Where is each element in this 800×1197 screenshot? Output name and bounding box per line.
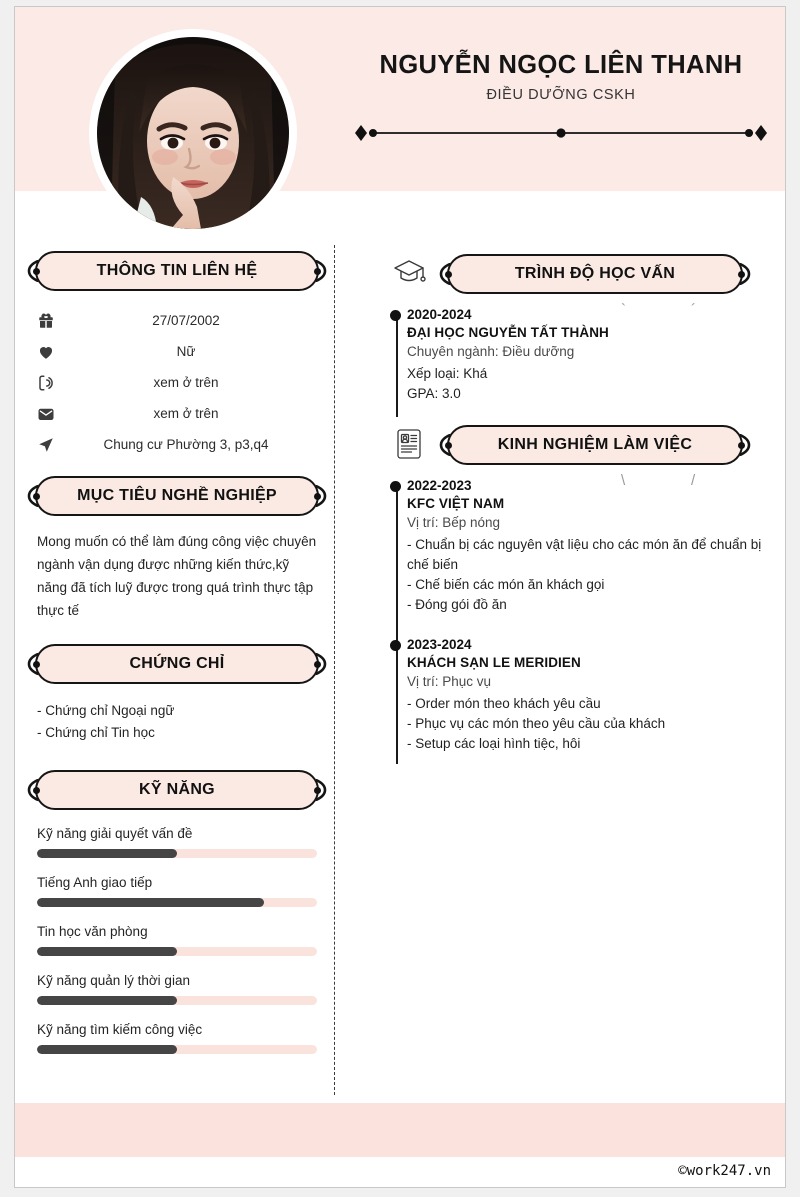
skill-label: Tiếng Anh giao tiếp bbox=[37, 875, 153, 890]
objective-text: Mong muốn có thể làm đúng công việc chuyên ngành vận dụng được những kiến thức,kỹ năng đã tích luỹ được trong quá trình thực tập thực tế bbox=[37, 534, 317, 618]
skill-label: Kỹ năng giải quyết vấn đề bbox=[37, 826, 193, 841]
job-title: ĐIỀU DƯỠNG CSKH bbox=[486, 87, 636, 103]
header-text bbox=[345, 51, 777, 103]
skill-bar-fill bbox=[37, 1045, 177, 1054]
timeline-line bbox=[396, 486, 398, 764]
skill-list bbox=[37, 826, 317, 1054]
education-timeline bbox=[371, 301, 775, 404]
entry-detail: - Setup các loại hình tiệc, hôi bbox=[407, 736, 581, 751]
entry-detail: - Chuẩn bị các nguyên vật liệu cho các món ăn để chuẩn bị chế biến bbox=[407, 537, 762, 572]
contact-row-birthday bbox=[27, 305, 327, 336]
skill-label: Tin học văn phòng bbox=[37, 924, 148, 939]
section-header-education bbox=[371, 251, 775, 297]
section-title: THÔNG TIN LIÊN HỆ bbox=[96, 262, 258, 279]
entry-detail: - Order món theo khách yêu cầu bbox=[407, 696, 601, 711]
skill-bar-fill bbox=[37, 898, 264, 907]
entry-organization: ĐẠI HỌC NGUYỄN TẤT THÀNH bbox=[407, 325, 609, 340]
section-title: TRÌNH ĐỘ HỌC VẤN bbox=[514, 265, 676, 282]
left-column bbox=[27, 251, 327, 1071]
section-header-experience bbox=[371, 422, 775, 468]
skill-bar-fill bbox=[37, 947, 177, 956]
skill-item bbox=[37, 973, 317, 1005]
timeline-bullet bbox=[390, 640, 401, 651]
graduation-cap-icon bbox=[391, 255, 427, 291]
skill-item bbox=[37, 924, 317, 956]
pill-dot-left bbox=[445, 442, 452, 449]
pill-dot-right bbox=[738, 442, 745, 449]
section-header-skills bbox=[27, 770, 327, 810]
contact-value: 27/07/2002 bbox=[152, 313, 220, 328]
skill-bar-track bbox=[37, 996, 317, 1005]
contact-value: Nữ bbox=[176, 344, 196, 359]
entry-years: 2023-2024 bbox=[407, 637, 472, 652]
skill-label: Kỹ năng quản lý thời gian bbox=[37, 973, 190, 988]
education-entry bbox=[407, 307, 775, 404]
entry-detail: Xếp loại: Khá bbox=[407, 366, 488, 381]
entry-detail: - Chế biến các món ăn khách gọi bbox=[407, 577, 605, 592]
pill-dot-right bbox=[314, 661, 321, 668]
pill-dot-left bbox=[33, 787, 40, 794]
contact-row-address bbox=[27, 429, 327, 460]
section-title: MỤC TIÊU NGHỀ NGHIỆP bbox=[77, 487, 277, 504]
location-icon bbox=[27, 436, 67, 454]
contact-row-phone bbox=[27, 367, 327, 398]
page-title: NGUYỄN NGỌC LIÊN THANH bbox=[379, 51, 743, 79]
resume-document-icon bbox=[391, 426, 427, 462]
gift-icon bbox=[27, 312, 67, 330]
skill-bar-track bbox=[37, 898, 317, 907]
watermark-credit: ©work247.vn bbox=[678, 1163, 771, 1179]
skill-item bbox=[37, 826, 317, 858]
entry-years: 2022-2023 bbox=[407, 478, 472, 493]
skill-item bbox=[37, 1022, 317, 1054]
footer-band bbox=[15, 1103, 786, 1157]
list-item: - Chứng chỉ Tin học bbox=[37, 725, 155, 740]
right-column bbox=[371, 251, 775, 772]
experience-entry bbox=[407, 478, 775, 615]
section-header-certificates bbox=[27, 644, 327, 684]
entry-subtitle: Chuyên ngành: Điều dưỡng bbox=[407, 344, 575, 359]
heart-icon bbox=[27, 343, 67, 361]
section-title: CHỨNG CHỈ bbox=[129, 655, 225, 672]
skill-bar-track bbox=[37, 849, 317, 858]
skill-label: Kỹ năng tìm kiếm công việc bbox=[37, 1022, 203, 1037]
pill-dot-right bbox=[314, 493, 321, 500]
timeline-bullet bbox=[390, 481, 401, 492]
skill-bar-fill bbox=[37, 849, 177, 858]
contact-value: xem ở trên bbox=[153, 375, 219, 390]
timeline-bullet bbox=[390, 310, 401, 321]
decor-tick: \ bbox=[621, 472, 626, 489]
envelope-icon bbox=[27, 405, 67, 423]
contact-value: xem ở trên bbox=[153, 406, 219, 421]
timeline-line bbox=[396, 315, 398, 417]
pill-dot-left bbox=[33, 661, 40, 668]
pill-dot-right bbox=[314, 787, 321, 794]
entry-subtitle: Vị trí: Phục vụ bbox=[407, 674, 492, 689]
pill-dot-left bbox=[33, 493, 40, 500]
section-header-contact bbox=[27, 251, 327, 291]
contact-list bbox=[27, 305, 327, 460]
entry-years: 2020-2024 bbox=[407, 307, 472, 322]
experience-timeline bbox=[371, 472, 775, 754]
pill-dot-right bbox=[738, 271, 745, 278]
decor-tick: / bbox=[691, 472, 696, 489]
contact-row-gender bbox=[27, 336, 327, 367]
skill-bar-track bbox=[37, 947, 317, 956]
cv-page bbox=[14, 6, 786, 1188]
section-header-objective bbox=[27, 476, 327, 516]
entry-detail: - Đóng gói đồ ăn bbox=[407, 597, 507, 612]
divider-ornament bbox=[347, 123, 775, 143]
entry-detail: GPA: 3.0 bbox=[407, 386, 461, 401]
column-divider bbox=[334, 245, 335, 1095]
list-item: - Chứng chỉ Ngoại ngữ bbox=[37, 703, 175, 718]
entry-subtitle: Vị trí: Bếp nóng bbox=[407, 515, 501, 530]
contact-value: Chung cư Phường 3, p3,q4 bbox=[103, 437, 269, 452]
entry-organization: KFC VIỆT NAM bbox=[407, 496, 505, 511]
phone-icon bbox=[27, 374, 67, 392]
pill-dot-left bbox=[445, 271, 452, 278]
skill-bar-fill bbox=[37, 996, 177, 1005]
pill-dot-right bbox=[314, 268, 321, 275]
entry-detail: - Phục vụ các món theo yêu cầu của khách bbox=[407, 716, 666, 731]
experience-entry bbox=[407, 637, 775, 754]
avatar bbox=[97, 37, 289, 229]
entry-organization: KHÁCH SẠN LE MERIDIEN bbox=[407, 655, 581, 670]
section-title: KINH NGHIỆM LÀM VIỆC bbox=[497, 436, 693, 453]
contact-row-email bbox=[27, 398, 327, 429]
certificate-list bbox=[37, 700, 317, 744]
section-title: KỸ NĂNG bbox=[139, 781, 215, 798]
decor-tick: ´ bbox=[691, 301, 696, 318]
skill-item bbox=[37, 875, 317, 907]
pill-dot-left bbox=[33, 268, 40, 275]
skill-bar-track bbox=[37, 1045, 317, 1054]
decor-tick: ` bbox=[621, 301, 626, 318]
